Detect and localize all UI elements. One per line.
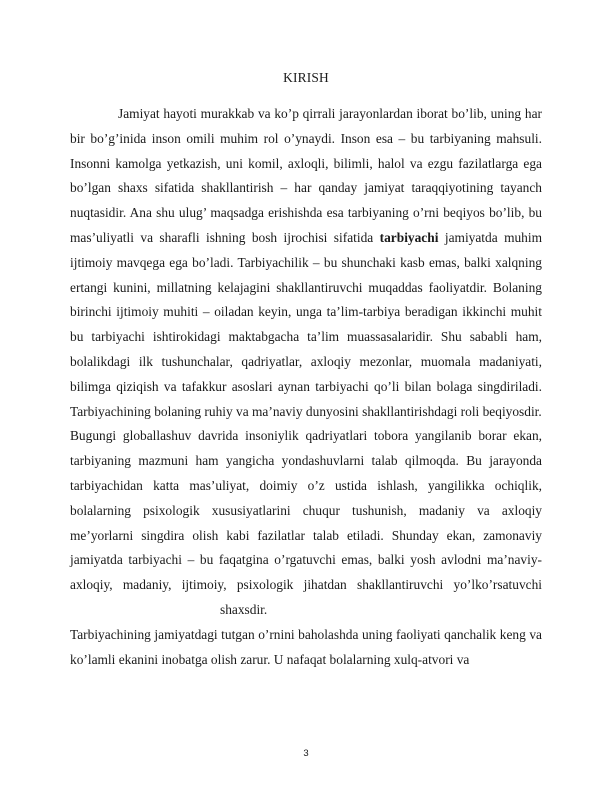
- page-title: KIRISH: [283, 70, 329, 85]
- body-text: [70, 102, 542, 672]
- page-number: 3: [303, 748, 309, 759]
- paragraph-3: Tarbiyachining jamiyatdagi tutgan o’rnini baholashda uning faoliyati qanchalik keng va ko’lamli ekanini inobatga olish zarur. U nafaqat bolalarning xulq-atvori va: [70, 626, 542, 667]
- paragraph-1-text-start: Jamiyat hayoti murakkab va ko’p qirrali jarayonlardan iborat bo’lib, uning har bir bo’g’inida inson omili muhim rol o’ynaydi. Inson esa – bu tarbiyaning mahsuli. Insonni kamolga yetkazish, uni komil, axloqli, bilimli, halol va ezgu fazilatlarga ega bo’lgan shaxs sifatida shakllantirish – har qanday jamiyat taraqqiyotining tayanch nuqtasidir. Ana shu ulug’ maqsadga erishishda esa tarbiyaning o’rni beqiyos bo’lib, bu mas’uliyatli va sharafli ishning bosh ijrochisi sifatida: [70, 106, 542, 245]
- paragraph-2-text-start: Bugungi globallashuv davrida insoniylik qadriyatlari tobora yangilanib borar ekan, tarbiyaning mazmuni ham yangicha yondashuvlarni talab qilmoqda. Bu jarayonda tarbiyachidan katta mas’uliyat, doimiy o’z ustida ishlash, yangilikka ochiqlik, bolalarning psixologik xususiyatlarini chuqur tushunish, madaniy va axloqiy me’yorlarni singdira olish kabi fazilatlar talab etiladi. Shunday ekan, zamonaviy jamiyatda tarbiyachi – bu faqatgina o’rgatuvchi emas, balki yosh avlodni ma’naviy-axloqiy, madaniy, ijtimoiy, psixologik jihatdan shakllantiruvchi yo’lko’rsatuvchi: [70, 428, 542, 593]
- paragraph-2-text-end: shaxsdir.: [220, 601, 268, 617]
- paragraph-1: [70, 102, 542, 424]
- paragraph-2: [70, 424, 542, 622]
- bold-term-tarbiyachi: tarbiyachi: [379, 229, 439, 245]
- paragraph-1-text-end: jamiyatda muhim ijtimoiy mavqega ega bo’ladi. Tarbiyachilik – bu shunchaki kasb emas, balki xalqning ertangi kunini, millatning kelajagini shakllantiruvchi muqaddas faoliyatdir. Bolaning birinchi ijtimoiy muhiti – oiladan keyin, unga ta’lim-tarbiya beradigan ikkinchi muhit bu tarbiyachi ishtirokidagi maktabgacha ta’lim muassasalaridir. Shu sababli ham, bolalikdagi ilk tushunchalar, qadriyatlar, axloqiy mezonlar, muomala madaniyati, bilimga qiziqish va tafakkur asoslari aynan tarbiyachi qo’li bilan bolaga singdiriladi. Tarbiyachining bolaning ruhiy va ma’naviy dunyosini shakllantirishdagi roli beqiyosdir.: [70, 229, 543, 419]
